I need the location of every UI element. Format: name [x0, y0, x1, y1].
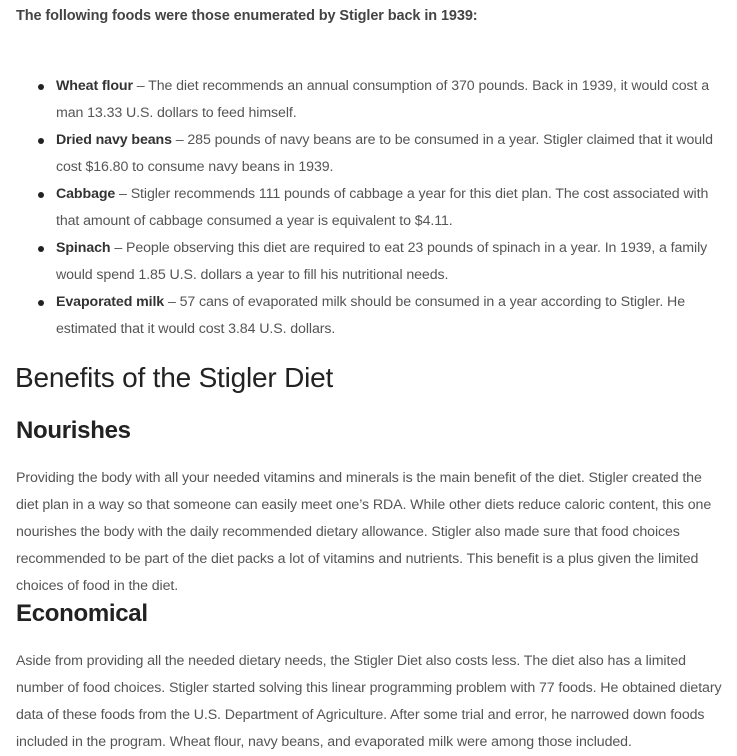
- food-name: Evaporated milk: [56, 294, 165, 310]
- food-name: Spinach: [56, 240, 111, 256]
- food-description: – People observing this diet are required to eat 23 pounds of spinach in a year. In 1939, a family would spend 1.85 U.S. dollars a year to fill his nutritional needs.: [56, 240, 708, 283]
- list-item: [0, 289, 737, 343]
- food-name: Wheat flour: [56, 78, 133, 94]
- list-item: [0, 181, 737, 235]
- economical-heading: Economical: [16, 600, 148, 627]
- nourishes-paragraph: Providing the body with all your needed vitamins and minerals is the main benefit of the diet. Stigler created the diet plan in a way so that someone can easily meet one’s RDA. While other diets reduce caloric content, this one nourishes the body with the daily recommended dietary allowance. Stigler also made sure that food choices recommended to be part of the diet packs a lot of vitamins and nutrients. This benefit is a plus given the limited choices of food in the diet.: [16, 470, 712, 594]
- food-description: – 285 pounds of navy beans are to be consumed in a year. Stigler claimed that it would cost $16.80 to consume navy beans in 1939.: [56, 132, 713, 175]
- economical-paragraph: Aside from providing all the needed dietary needs, the Stigler Diet also costs less. The diet also has a limited number of food choices. Stigler started solving this linear programming problem with 77 foods. He obtained dietary data of these foods from the U.S. Department of Agriculture. After some trial and error, he narrowed down foods included in the program. Wheat flour, navy beans, and evaporated milk were among those included.: [16, 653, 722, 750]
- bullet-icon: [38, 246, 44, 252]
- list-item: [0, 127, 737, 181]
- bullet-icon: [38, 192, 44, 198]
- bullet-icon: [38, 138, 44, 144]
- food-description: – 57 cans of evaporated milk should be consumed in a year according to Stigler. He estimated that it would cost 3.84 U.S. dollars.: [56, 294, 685, 337]
- food-list: [0, 73, 737, 343]
- nourishes-heading: Nourishes: [16, 417, 131, 444]
- bullet-icon: [38, 84, 44, 90]
- intro-text: The following foods were those enumerated by Stigler back in 1939:: [16, 8, 478, 24]
- list-item: [0, 73, 737, 127]
- bullet-icon: [38, 300, 44, 306]
- benefits-heading: Benefits of the Stigler Diet: [15, 362, 334, 393]
- food-name: Cabbage: [56, 186, 116, 202]
- food-description: – The diet recommends an annual consumption of 370 pounds. Back in 1939, it would cost a man 13.33 U.S. dollars to feed himself.: [56, 78, 709, 121]
- food-description: – Stigler recommends 111 pounds of cabbage a year for this diet plan. The cost associated with that amount of cabbage consumed a year is equivalent to $4.11.: [56, 186, 709, 229]
- list-item: [0, 235, 737, 289]
- food-name: Dried navy beans: [56, 132, 172, 148]
